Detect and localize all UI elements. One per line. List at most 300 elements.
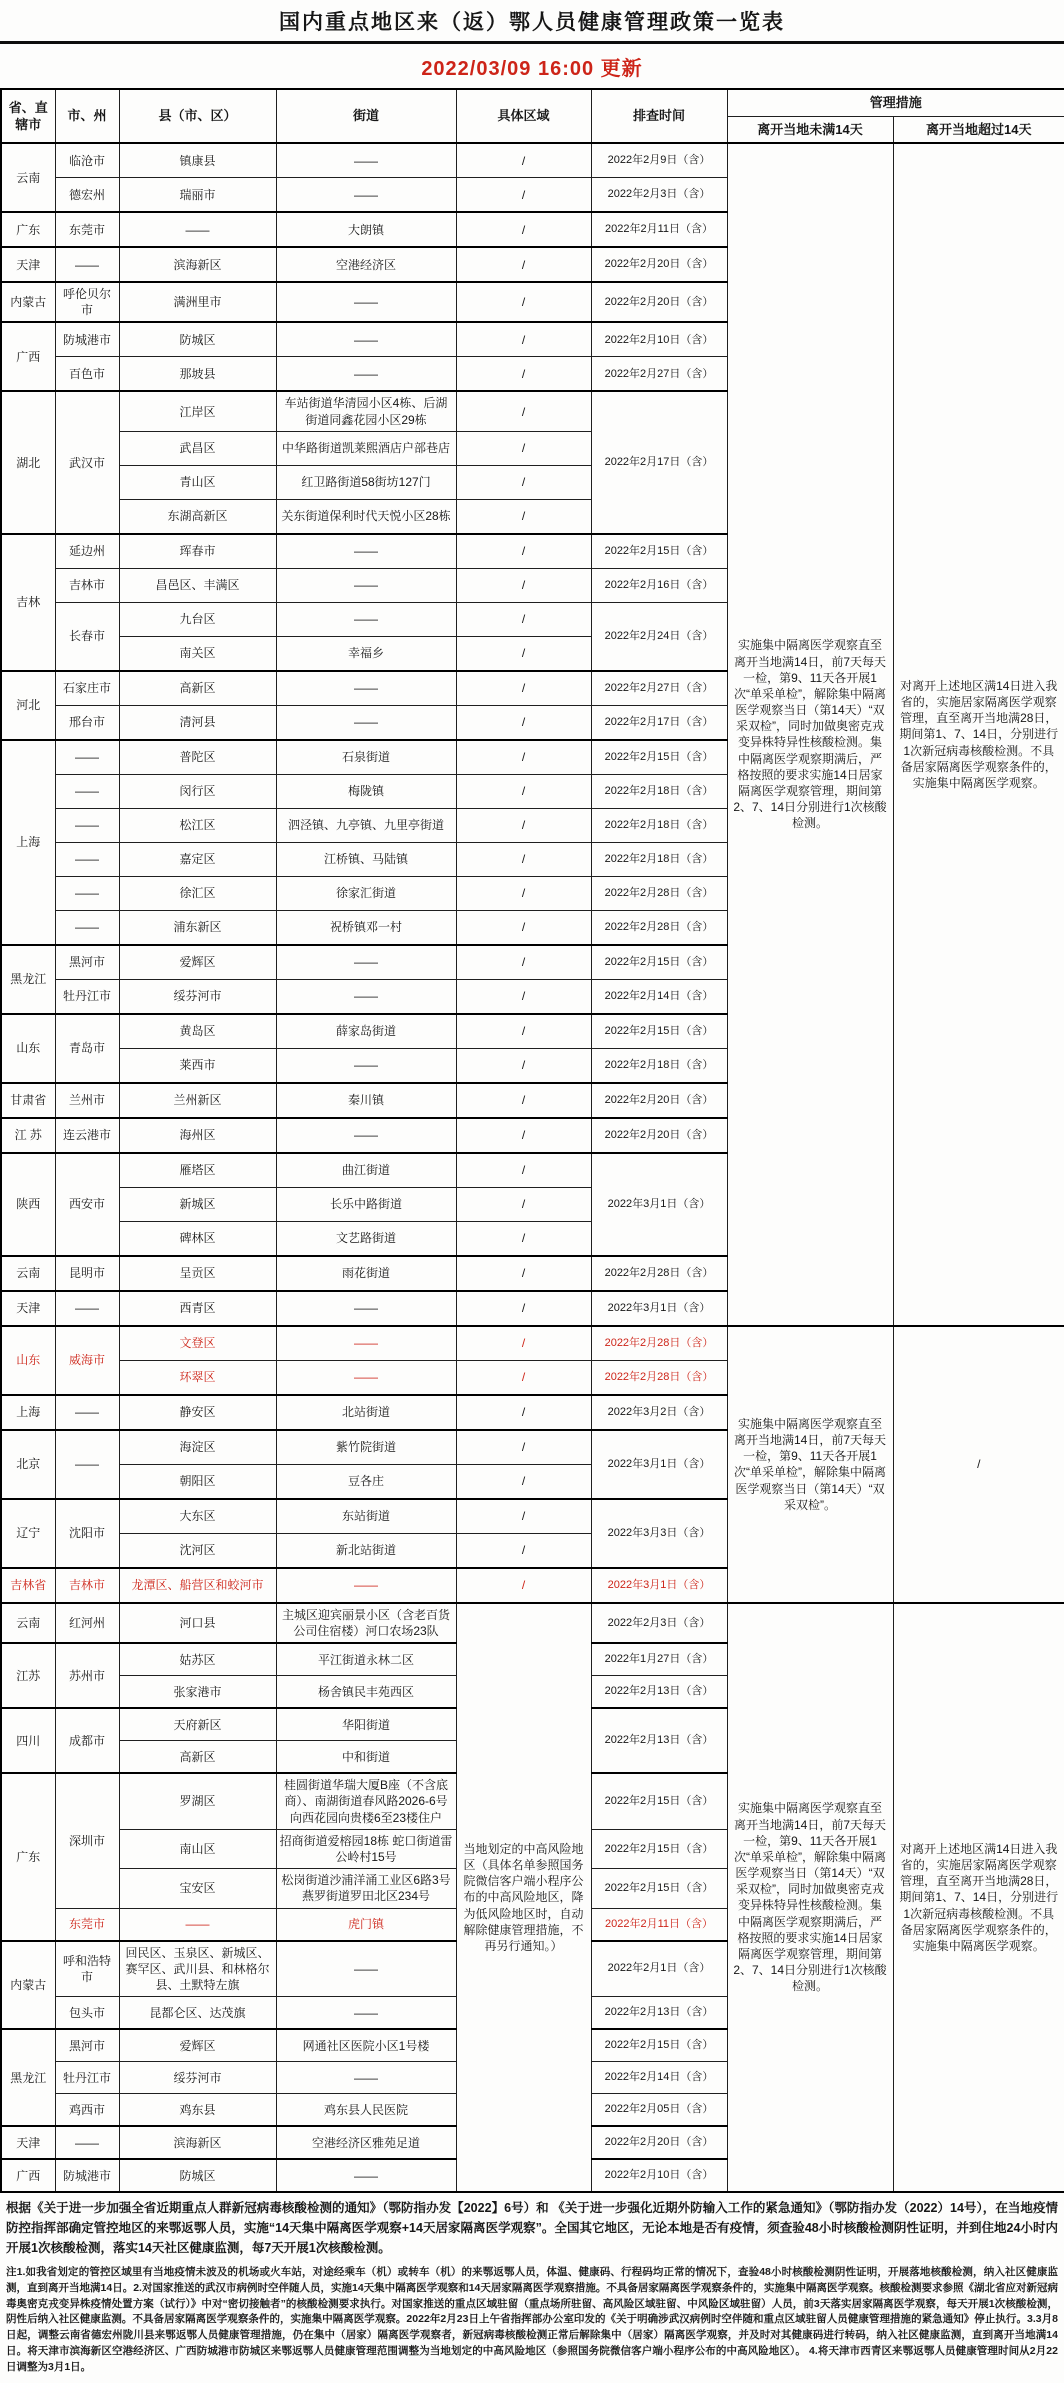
cell-county: 文登区 [119, 1326, 276, 1361]
cell-area: / [456, 1221, 591, 1256]
cell-screening-date: 2022年2月18日（含） [591, 774, 727, 808]
cell-province: 陕西 [1, 1153, 55, 1256]
cell-province: 广西 [1, 322, 55, 391]
cell-street: 长乐中路街道 [276, 1187, 456, 1221]
cell-screening-date: 2022年2月15日（含） [591, 740, 727, 775]
policy-table [0, 88, 1064, 2193]
cell-street: —— [276, 322, 456, 357]
cell-measure-over-14d: 对离开上述地区满14日进入我省的，实施居家隔离医学观察管理，直至离开当地满28日，期间第1、7、14日，分别进行1次新冠病毒核酸检测。不具备居家隔离医学观察条件的，实施集中隔离医学观察。 [893, 1603, 1064, 2192]
cell-street: —— [276, 2062, 456, 2094]
column-header-county: 县（市、区） [119, 89, 276, 143]
cell-county: 新城区 [119, 1187, 276, 1221]
cell-area: / [456, 143, 591, 178]
cell-street: —— [276, 143, 456, 178]
cell-county: 沈河区 [119, 1533, 276, 1568]
cell-county: 爱辉区 [119, 2029, 276, 2062]
column-header-lt14: 离开当地未满14天 [727, 116, 893, 143]
cell-county: 天府新区 [119, 1708, 276, 1741]
cell-area: / [456, 1326, 591, 1361]
cell-province: 天津 [1, 2126, 55, 2159]
cell-county: 浦东新区 [119, 910, 276, 945]
cell-county: 黄岛区 [119, 1014, 276, 1049]
cell-screening-date: 2022年2月05日（含） [591, 2094, 727, 2127]
cell-street: —— [276, 602, 456, 636]
column-header-measures: 管理措施 [727, 89, 1064, 116]
cell-city: 东莞市 [55, 1908, 119, 1941]
cell-city: 牡丹江市 [55, 2062, 119, 2094]
cell-area: / [456, 1568, 591, 1603]
table-row [1, 1326, 1064, 1361]
cell-street: 东站街道 [276, 1499, 456, 1534]
cell-province: 广东 [1, 1773, 55, 1940]
cell-city: 黑河市 [55, 945, 119, 980]
cell-province: 辽宁 [1, 1499, 55, 1568]
cell-county: 昆都仑区、达茂旗 [119, 1997, 276, 2030]
cell-city: 呼和浩特市 [55, 1941, 119, 1997]
cell-area: / [456, 568, 591, 602]
cell-street: —— [276, 534, 456, 569]
cell-street: 新北站街道 [276, 1533, 456, 1568]
cell-county: 松江区 [119, 808, 276, 842]
cell-city: 鸡西市 [55, 2094, 119, 2127]
cell-area: / [456, 1187, 591, 1221]
cell-county: 静安区 [119, 1395, 276, 1430]
cell-street: 空港经济区 [276, 247, 456, 282]
cell-street: 车站街道华清园小区4栋、后湖街道同鑫花园小区29栋 [276, 391, 456, 431]
cell-county: —— [119, 1908, 276, 1941]
cell-county: 大东区 [119, 1499, 276, 1534]
cell-county: 莱西市 [119, 1048, 276, 1083]
cell-province: 北京 [1, 1430, 55, 1499]
column-header-area: 具体区域 [456, 89, 591, 143]
cell-county: 防城区 [119, 322, 276, 357]
cell-street: —— [276, 1997, 456, 2030]
cell-area: / [456, 391, 591, 431]
cell-screening-date: 2022年2月9日（含） [591, 143, 727, 178]
cell-county: 那坡县 [119, 357, 276, 392]
cell-area: / [456, 1083, 591, 1118]
cell-city: 石家庄市 [55, 671, 119, 706]
column-header-date: 排查时间 [591, 89, 727, 143]
cell-screening-date: 2022年2月15日（含） [591, 1773, 727, 1829]
cell-city: 临沧市 [55, 143, 119, 178]
cell-county: 镇康县 [119, 143, 276, 178]
cell-street: 幸福乡 [276, 636, 456, 671]
cell-area: / [456, 945, 591, 980]
cell-street: 中华路街道凯莱熙酒店户部巷店 [276, 431, 456, 465]
cell-city: —— [55, 247, 119, 282]
cell-county: 滨海新区 [119, 247, 276, 282]
cell-screening-date: 2022年2月15日（含） [591, 534, 727, 569]
cell-street: 北站街道 [276, 1395, 456, 1430]
cell-street: 中和街道 [276, 1741, 456, 1774]
cell-screening-date: 2022年2月14日（含） [591, 2062, 727, 2094]
cell-county: 呈贡区 [119, 1256, 276, 1291]
cell-street: 泗泾镇、九亭镇、九里亭街道 [276, 808, 456, 842]
cell-screening-date: 2022年2月15日（含） [591, 1829, 727, 1868]
cell-province: 广西 [1, 2159, 55, 2192]
cell-measure-over-14d: / [893, 1326, 1064, 1603]
cell-county: 满洲里市 [119, 282, 276, 322]
cell-county: 瑞丽市 [119, 178, 276, 213]
cell-screening-date: 2022年2月11日（含） [591, 212, 727, 247]
table-row [1, 1603, 1064, 1643]
cell-city: 长春市 [55, 602, 119, 671]
cell-screening-date: 2022年2月14日（含） [591, 979, 727, 1014]
cell-area: / [456, 247, 591, 282]
cell-county: 防城区 [119, 2159, 276, 2192]
cell-screening-date: 2022年2月20日（含） [591, 2126, 727, 2159]
cell-county: 西青区 [119, 1291, 276, 1326]
cell-city: 延边州 [55, 534, 119, 569]
cell-province: 内蒙古 [1, 1941, 55, 2030]
cell-city: —— [55, 808, 119, 842]
cell-county: 姑苏区 [119, 1643, 276, 1676]
cell-city: —— [55, 910, 119, 945]
cell-province: 山东 [1, 1014, 55, 1083]
table-row [1, 143, 1064, 178]
cell-street: —— [276, 568, 456, 602]
cell-city: —— [55, 740, 119, 775]
cell-area-merged: 当地划定的中高风险地区（具体名单参照国务院微信客户端小程序公布的中高风险地区，降为低风险地区时，自动解除健康管理措施，不再另行通知。） [456, 1603, 591, 2192]
cell-city: 黑河市 [55, 2029, 119, 2062]
cell-street: 大朗镇 [276, 212, 456, 247]
cell-screening-date: 2022年3月3日（含） [591, 1499, 727, 1568]
cell-city: —— [55, 1430, 119, 1499]
cell-province: 黑龙江 [1, 945, 55, 1014]
cell-street: 招商街道爱榕园18栋 蛇口街道雷公岭村15号 [276, 1829, 456, 1868]
cell-street: —— [276, 1118, 456, 1153]
cell-county: 河口县 [119, 1603, 276, 1643]
cell-city: 红河州 [55, 1603, 119, 1643]
update-timestamp: 2022/03/09 16:00 更新 [421, 58, 643, 80]
cell-county: 爱辉区 [119, 945, 276, 980]
cell-street: 石泉街道 [276, 740, 456, 775]
cell-area: / [456, 602, 591, 636]
cell-county: 兰州新区 [119, 1083, 276, 1118]
cell-county: 南山区 [119, 1829, 276, 1868]
cell-city: 邢台市 [55, 705, 119, 740]
cell-city: 百色市 [55, 357, 119, 392]
cell-county: 鸡东县 [119, 2094, 276, 2127]
cell-area: / [456, 910, 591, 945]
cell-area: / [456, 705, 591, 740]
cell-street: —— [276, 1568, 456, 1603]
cell-screening-date: 2022年1月27日（含） [591, 1643, 727, 1676]
cell-screening-date: 2022年2月15日（含） [591, 945, 727, 980]
cell-province: 吉林省 [1, 1568, 55, 1603]
cell-screening-date: 2022年2月20日（含） [591, 282, 727, 322]
cell-street: 鸡东县人民医院 [276, 2094, 456, 2127]
cell-street: 曲江街道 [276, 1153, 456, 1188]
cell-area: / [456, 1360, 591, 1395]
policy-table-body [1, 143, 1064, 2192]
cell-city: 连云港市 [55, 1118, 119, 1153]
cell-screening-date: 2022年2月24日（含） [591, 602, 727, 671]
cell-screening-date: 2022年2月18日（含） [591, 842, 727, 876]
cell-province: 内蒙古 [1, 282, 55, 322]
cell-screening-date: 2022年2月11日（含） [591, 1908, 727, 1941]
cell-screening-date: 2022年2月3日（含） [591, 1603, 727, 1643]
cell-county: 闵行区 [119, 774, 276, 808]
cell-screening-date: 2022年2月28日（含） [591, 876, 727, 910]
cell-screening-date: 2022年2月15日（含） [591, 2029, 727, 2062]
cell-screening-date: 2022年2月20日（含） [591, 247, 727, 282]
cell-city: 沈阳市 [55, 1499, 119, 1568]
cell-street: 梅陇镇 [276, 774, 456, 808]
cell-area: / [456, 1256, 591, 1291]
cell-city: 呼伦贝尔市 [55, 282, 119, 322]
cell-street: 红卫路街道58街坊127门 [276, 465, 456, 499]
column-header-city: 市、州 [55, 89, 119, 143]
cell-screening-date: 2022年2月17日（含） [591, 391, 727, 533]
cell-county: 回民区、玉泉区、新城区、赛罕区、武川县、和林格尔县、土默特左旗 [119, 1941, 276, 1997]
cell-street: —— [276, 282, 456, 322]
cell-measure-under-14d: 实施集中隔离医学观察直至离开当地满14日，前7天每天一检，第9、11天各开展1次“单采单检”，解除集中隔离医学观察当日（第14天）“双采双检”。 [727, 1326, 893, 1603]
column-header-province: 省、直辖市 [1, 89, 55, 143]
cell-street: —— [276, 1326, 456, 1361]
cell-province: 吉林 [1, 534, 55, 671]
cell-street: —— [276, 1291, 456, 1326]
cell-street: 桂圆街道华瑞大厦B座（不含底商）、南湖街道春风路2026-6号向西花园向贵楼6至23楼住户 [276, 1773, 456, 1829]
cell-screening-date: 2022年2月10日（含） [591, 322, 727, 357]
cell-city: —— [55, 1291, 119, 1326]
cell-province: 湖北 [1, 391, 55, 533]
cell-screening-date: 2022年2月28日（含） [591, 1360, 727, 1395]
cell-screening-date: 2022年2月3日（含） [591, 178, 727, 213]
cell-county: 南关区 [119, 636, 276, 671]
cell-city: 德宏州 [55, 178, 119, 213]
cell-street: 关东街道保利时代天悦小区28栋 [276, 499, 456, 534]
cell-street: —— [276, 2159, 456, 2192]
cell-province: 天津 [1, 247, 55, 282]
cell-screening-date: 2022年2月28日（含） [591, 1256, 727, 1291]
cell-county: 高新区 [119, 1741, 276, 1774]
cell-screening-date: 2022年2月28日（含） [591, 910, 727, 945]
cell-city: 防城港市 [55, 322, 119, 357]
cell-area: / [456, 740, 591, 775]
cell-street: 平江街道永林二区 [276, 1643, 456, 1676]
cell-province: 河北 [1, 671, 55, 740]
cell-county: 武昌区 [119, 431, 276, 465]
cell-city: 昆明市 [55, 1256, 119, 1291]
cell-province: 山东 [1, 1326, 55, 1395]
cell-area: / [456, 636, 591, 671]
cell-province: 广东 [1, 212, 55, 247]
footer [0, 2193, 1064, 2383]
column-header-street: 街道 [276, 89, 456, 143]
cell-area: / [456, 1430, 591, 1465]
cell-measure-over-14d: 对离开上述地区满14日进入我省的，实施居家隔离医学观察管理，直至离开当地满28日，期间第1、7、14日，分别进行1次新冠病毒核酸检测。不具备居家隔离医学观察条件的，实施集中隔离医学观察。 [893, 143, 1064, 1326]
cell-city: —— [55, 876, 119, 910]
cell-area: / [456, 1464, 591, 1499]
cell-city: —— [55, 842, 119, 876]
cell-area: / [456, 842, 591, 876]
cell-street: —— [276, 357, 456, 392]
cell-county: 张家港市 [119, 1676, 276, 1709]
cell-street: 祝桥镇邓一村 [276, 910, 456, 945]
cell-street: 空港经济区雅苑足道 [276, 2126, 456, 2159]
cell-province: 江苏 [1, 1643, 55, 1708]
cell-province: 云南 [1, 143, 55, 212]
cell-city: 苏州市 [55, 1643, 119, 1708]
cell-province: 上海 [1, 1395, 55, 1430]
cell-screening-date: 2022年2月10日（含） [591, 2159, 727, 2192]
cell-province: 甘肃省 [1, 1083, 55, 1118]
cell-city: 兰州市 [55, 1083, 119, 1118]
cell-street: —— [276, 1048, 456, 1083]
cell-city: 防城港市 [55, 2159, 119, 2192]
cell-screening-date: 2022年3月2日（含） [591, 1395, 727, 1430]
cell-city: 吉林市 [55, 568, 119, 602]
cell-area: / [456, 534, 591, 569]
cell-area: / [456, 322, 591, 357]
cell-city: 武汉市 [55, 391, 119, 533]
cell-street: 松岗街道沙浦洋涌工业区6路3号 燕罗街道罗田北区234号 [276, 1869, 456, 1908]
cell-county: 徐汇区 [119, 876, 276, 910]
cell-county: 罗湖区 [119, 1773, 276, 1829]
cell-province: 上海 [1, 740, 55, 945]
cell-city: 牡丹江市 [55, 979, 119, 1014]
cell-street: 华阳街道 [276, 1708, 456, 1741]
cell-county: 昌邑区、丰满区 [119, 568, 276, 602]
basis-paragraph: 根据《关于进一步加强全省近期重点人群新冠病毒核酸检测的通知》（鄂防指办发【2022】6号）和 《关于进一步强化近期外防输入工作的紧急通知》（鄂防指办发（2022）14号），在当地疫情防控指挥部确定管控地区的来鄂返鄂人员，实施“14天集中隔离医学观察+14天居家隔离医学观察”。全国其它地区，无论本地是否有疫情，须查验48小时核酸检测阴性证明，并到住地24小时内开展1次核酸检测，落实14天社区健康监测，每7天开展1次核酸检测。 [6, 2201, 1058, 2256]
cell-street: —— [276, 671, 456, 706]
cell-province: 云南 [1, 1256, 55, 1291]
cell-county: 雁塔区 [119, 1153, 276, 1188]
cell-area: / [456, 1533, 591, 1568]
cell-province: 江 苏 [1, 1118, 55, 1153]
cell-province: 四川 [1, 1708, 55, 1773]
cell-street: 江桥镇、马陆镇 [276, 842, 456, 876]
cell-city: 包头市 [55, 1997, 119, 2030]
cell-county: 九台区 [119, 602, 276, 636]
cell-area: / [456, 357, 591, 392]
cell-screening-date: 2022年2月28日（含） [591, 1326, 727, 1361]
cell-screening-date: 2022年2月17日（含） [591, 705, 727, 740]
cell-county: 环翠区 [119, 1360, 276, 1395]
cell-area: / [456, 979, 591, 1014]
cell-street: 薛家岛街道 [276, 1014, 456, 1049]
cell-county: 绥芬河市 [119, 979, 276, 1014]
cell-city: 西安市 [55, 1153, 119, 1256]
cell-county: 青山区 [119, 465, 276, 499]
cell-county: 宝安区 [119, 1869, 276, 1908]
cell-area: / [456, 282, 591, 322]
cell-street: —— [276, 979, 456, 1014]
cell-area: / [456, 1118, 591, 1153]
cell-screening-date: 2022年2月27日（含） [591, 357, 727, 392]
cell-street: 紫竹院街道 [276, 1430, 456, 1465]
cell-screening-date: 2022年2月18日（含） [591, 808, 727, 842]
cell-measure-under-14d: 实施集中隔离医学观察直至离开当地满14日，前7天每天一检，第9、11天各开展1次“单采单检”，解除集中隔离医学观察当日（第14天）“双采双检”，同时加做奥密克戎变异株特异性核酸检测。集中隔离医学观察期满后，严格按照的要求实施14日居家隔离医学观察管理，期间第2、7、14日分别进行1次核酸检测。 [727, 1603, 893, 2192]
cell-county: 高新区 [119, 671, 276, 706]
cell-area: / [456, 1153, 591, 1188]
cell-street: 徐家汇街道 [276, 876, 456, 910]
page-title: 国内重点地区来（返）鄂人员健康管理政策一览表 [0, 0, 1064, 44]
cell-area: / [456, 1499, 591, 1534]
cell-area: / [456, 1048, 591, 1083]
cell-county: 嘉定区 [119, 842, 276, 876]
cell-province: 云南 [1, 1603, 55, 1643]
cell-county: 绥芬河市 [119, 2062, 276, 2094]
cell-county: 东湖高新区 [119, 499, 276, 534]
column-header-gt14: 离开当地超过14天 [893, 116, 1064, 143]
cell-city: 深圳市 [55, 1773, 119, 1908]
notes-paragraph: 注1.如我省划定的管控区域里有当地疫情未波及的机场或火车站，对途经乘车（机）或转车（机）的来鄂返鄂人员，体温、健康码、行程码均正常的情况下，查验48小时核酸检测阴性证明，开展落地核酸检测，纳入社区健康监测，直到离开当地满14日。2.对国家推送的武汉市病例时空伴随人员，实施14天集中隔离医学观察和14天居家隔离医学观察措施。不具备居家隔离医学观察条件的，实施集中隔离医学观察。核酸检测要求参照《湖北省应对新冠病毒奥密克戎变异株疫情处置方案（试行）》中对“密切接触者”的核酸检测要求执行。对国家推送的重点区域驻留（重点场所驻留、高风险区域驻留、中风险区域驻留）人员，前3天落实居家隔离医学观察，每天开展1次核酸检测，阴性后纳入社区健康监测。不具备居家隔离医学观察条件的，实施集中隔离医学观察。2022年2月23日上午省指挥部办公室印发的《关于明确涉武汉病例时空伴随和重点区域驻留人员健康管理措施的紧急通知》停止执行。3.3月8日起，调整云南省德宏州陇川县来鄂返鄂人员健康管理措施，仍在集中（居家）隔离医学观察者，新冠病毒核酸检测正常后解除集中（居家）隔离医学观察，并及时对其健康码进行转码，纳入社区健康监测，直到离开当地满14日。将天津市滨海新区空港经济区、广西防城港市防城区来鄂返鄂人员健康管理范围调整为当地划定的中高风险地区（参照国务院微信客户端小程序公布的中高风险地区）。 4.将天津市西青区来鄂返鄂人员健康管理时间从2月22日调整为3月1日。 [6, 2266, 1058, 2373]
cell-city: 吉林市 [55, 1568, 119, 1603]
cell-province: 天津 [1, 1291, 55, 1326]
cell-area: / [456, 774, 591, 808]
cell-county: 朝阳区 [119, 1464, 276, 1499]
cell-screening-date: 2022年2月15日（含） [591, 1014, 727, 1049]
cell-screening-date: 2022年3月1日（含） [591, 1568, 727, 1603]
cell-county: 江岸区 [119, 391, 276, 431]
cell-screening-date: 2022年2月15日（含） [591, 1869, 727, 1908]
cell-street: —— [276, 945, 456, 980]
cell-city: 东莞市 [55, 212, 119, 247]
cell-area: / [456, 671, 591, 706]
policy-table-header [1, 89, 1064, 143]
cell-street: —— [276, 705, 456, 740]
cell-street: —— [276, 1941, 456, 1997]
cell-area: / [456, 1014, 591, 1049]
cell-province: 黑龙江 [1, 2029, 55, 2126]
cell-county: 龙潭区、船营区和蛟河市 [119, 1568, 276, 1603]
cell-area: / [456, 876, 591, 910]
cell-street: 虎门镇 [276, 1908, 456, 1941]
cell-county: 碑林区 [119, 1221, 276, 1256]
cell-area: / [456, 465, 591, 499]
cell-city: —— [55, 2126, 119, 2159]
cell-screening-date: 2022年3月1日（含） [591, 1153, 727, 1256]
cell-county: —— [119, 212, 276, 247]
cell-screening-date: 2022年2月20日（含） [591, 1118, 727, 1153]
cell-area: / [456, 212, 591, 247]
cell-street: 杨舍镇民丰苑西区 [276, 1676, 456, 1709]
cell-county: 滨海新区 [119, 2126, 276, 2159]
cell-screening-date: 2022年3月1日（含） [591, 1430, 727, 1499]
cell-city: 威海市 [55, 1326, 119, 1395]
cell-street: 主城区迎宾丽景小区（含老百货公司住宿楼）河口农场23队 [276, 1603, 456, 1643]
cell-county: 清河县 [119, 705, 276, 740]
cell-street: 雨花街道 [276, 1256, 456, 1291]
cell-street: —— [276, 178, 456, 213]
cell-measure-under-14d: 实施集中隔离医学观察直至离开当地满14日，前7天每天一检，第9、11天各开展1次“单采单检”，解除集中隔离医学观察当日（第14天）“双采双检”，同时加做奥密克戎变异株特异性核酸检测。集中隔离医学观察期满后，严格按照的要求实施14日居家隔离医学观察管理，期间第2、7、14日分别进行1次核酸检测。 [727, 143, 893, 1326]
cell-area: / [456, 1291, 591, 1326]
cell-city: —— [55, 774, 119, 808]
cell-screening-date: 2022年2月20日（含） [591, 1083, 727, 1118]
cell-screening-date: 2022年2月27日（含） [591, 671, 727, 706]
cell-street: 网通社区医院小区1号楼 [276, 2029, 456, 2062]
cell-area: / [456, 499, 591, 534]
cell-screening-date: 2022年2月18日（含） [591, 1048, 727, 1083]
cell-screening-date: 2022年2月13日（含） [591, 1997, 727, 2030]
cell-area: / [456, 178, 591, 213]
cell-screening-date: 2022年2月16日（含） [591, 568, 727, 602]
cell-area: / [456, 1395, 591, 1430]
cell-street: 文艺路街道 [276, 1221, 456, 1256]
cell-county: 海淀区 [119, 1430, 276, 1465]
cell-city: 青岛市 [55, 1014, 119, 1083]
cell-screening-date: 2022年3月1日（含） [591, 1291, 727, 1326]
cell-street: —— [276, 1360, 456, 1395]
cell-area: / [456, 808, 591, 842]
cell-screening-date: 2022年2月13日（含） [591, 1708, 727, 1773]
cell-area: / [456, 431, 591, 465]
cell-street: 豆各庄 [276, 1464, 456, 1499]
cell-county: 普陀区 [119, 740, 276, 775]
